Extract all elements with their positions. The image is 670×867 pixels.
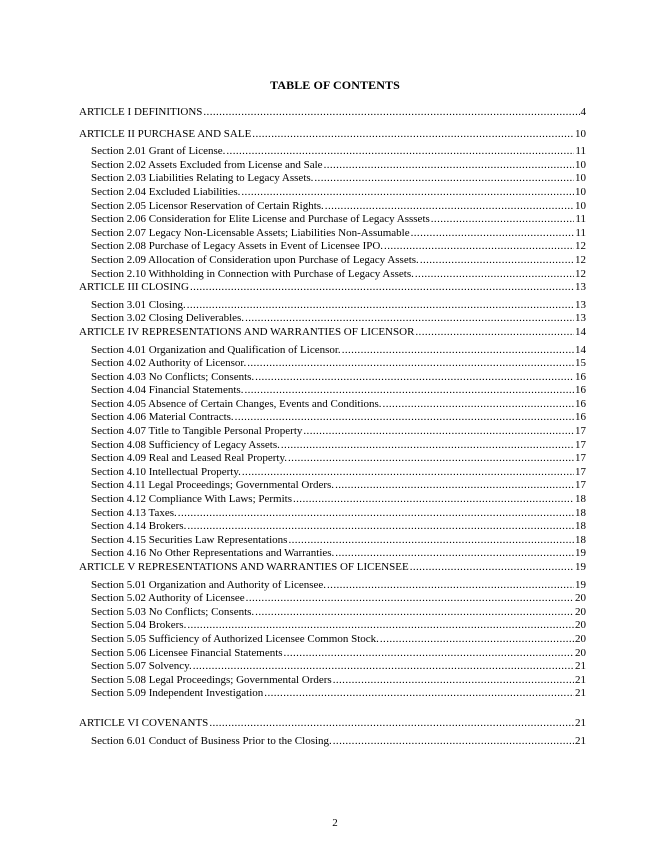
- entry-label: Section 4.12 Compliance With Laws; Permits: [91, 493, 292, 506]
- toc-article-entry[interactable]: [79, 717, 586, 731]
- table-of-contents: [79, 106, 586, 748]
- entry-label: Section 4.06 Material Contracts.: [91, 411, 234, 424]
- toc-section-entry[interactable]: [79, 384, 586, 398]
- entry-page-number: 14: [575, 325, 586, 338]
- entry-label: ARTICLE I DEFINITIONS: [79, 106, 203, 118]
- toc-section-entry[interactable]: [79, 268, 586, 282]
- toc-section-entry[interactable]: [79, 647, 586, 661]
- entry-page-number: 10: [575, 185, 586, 198]
- toc-article-entry[interactable]: [79, 128, 586, 142]
- toc-section-entry[interactable]: [79, 425, 586, 439]
- toc-section-entry[interactable]: [79, 534, 586, 548]
- entry-page-number: 13: [575, 298, 586, 311]
- entry-page-number: 17: [575, 452, 586, 465]
- toc-section-entry[interactable]: [79, 493, 586, 507]
- entry-label: Section 5.02 Authority of Licensee: [91, 592, 245, 605]
- dot-leader: [187, 619, 574, 633]
- toc-section-entry[interactable]: [79, 357, 586, 371]
- entry-label: ARTICLE II PURCHASE AND SALE: [79, 127, 252, 140]
- toc-section-entry[interactable]: [79, 227, 586, 241]
- entry-label: Section 2.03 Liabilities Relating to Legacy Assets.: [91, 172, 314, 185]
- entry-page-number: 18: [575, 520, 586, 533]
- toc-section-entry[interactable]: [79, 344, 586, 358]
- dot-leader: [410, 561, 574, 575]
- dot-leader: [288, 534, 574, 548]
- dot-leader: [203, 106, 579, 120]
- entry-page-number: 10: [575, 127, 586, 140]
- toc-section-entry[interactable]: [79, 466, 586, 480]
- entry-label: Section 4.04 Financial Statements.: [91, 384, 244, 397]
- entry-label: Section 4.15 Securities Law Representations: [91, 533, 288, 546]
- entry-label: Section 2.06 Consideration for Elite License and Purchase of Legacy Asssets: [91, 213, 430, 226]
- entry-label: Section 4.08 Sufficiency of Legacy Assets.: [91, 438, 280, 451]
- entry-page-number: 20: [575, 646, 586, 659]
- toc-section-entry[interactable]: [79, 254, 586, 268]
- entry-page-number: 20: [575, 592, 586, 605]
- entry-page-number: 19: [575, 547, 586, 560]
- entry-label: Section 5.09 Independent Investigation: [91, 687, 264, 700]
- page-title: TABLE OF CONTENTS: [270, 78, 400, 92]
- entry-page-number: 13: [575, 312, 586, 325]
- entry-label: Section 5.03 No Conflicts; Consents.: [91, 605, 255, 618]
- dot-leader: [324, 159, 574, 173]
- entry-label: Section 5.07 Solvency.: [91, 660, 192, 673]
- entry-label: Section 4.01 Organization and Qualification of Licensor.: [91, 343, 341, 356]
- entry-page-number: 11: [575, 145, 586, 158]
- toc-section-entry[interactable]: [79, 633, 586, 647]
- dot-leader: [284, 647, 574, 661]
- toc-article-entry[interactable]: [79, 106, 586, 120]
- dot-leader: [255, 606, 574, 620]
- entry-label: ARTICLE III CLOSING: [79, 281, 189, 294]
- entry-page-number: 19: [575, 578, 586, 591]
- entry-label: Section 5.04 Brokers.: [91, 619, 187, 632]
- dot-leader: [226, 145, 574, 159]
- entry-page-number: 12: [575, 253, 586, 266]
- entry-label: Section 4.13 Taxes.: [91, 506, 177, 519]
- dot-leader: [193, 660, 574, 674]
- entry-page-number: 18: [575, 533, 586, 546]
- toc-section-entry[interactable]: [79, 687, 586, 701]
- entry-page-number: 17: [575, 438, 586, 451]
- entry-label: Section 3.02 Closing Deliverables.: [91, 312, 245, 325]
- entry-page-number: 16: [575, 411, 586, 424]
- toc-section-entry[interactable]: [79, 479, 586, 493]
- dot-leader: [209, 717, 574, 731]
- entry-label: Section 2.10 Withholding in Connection with Purchase of Legacy Assets.: [91, 267, 414, 280]
- dot-leader: [420, 254, 574, 268]
- entry-label: Section 2.07 Legacy Non-Licensable Assets; Liabilities Non-Assumable: [91, 226, 410, 239]
- entry-page-number: 17: [575, 425, 586, 438]
- dot-leader: [342, 344, 574, 358]
- dot-leader: [415, 268, 574, 282]
- toc-section-entry[interactable]: [79, 735, 586, 749]
- dot-leader: [431, 213, 575, 227]
- dot-leader: [242, 466, 574, 480]
- entry-label: Section 4.14 Brokers.: [91, 520, 187, 533]
- dot-leader: [288, 452, 574, 466]
- dot-leader: [411, 227, 575, 241]
- entry-page-number: 21: [575, 673, 586, 686]
- entry-page-number: 15: [575, 357, 586, 370]
- entry-page-number: 17: [575, 465, 586, 478]
- entry-page-number: 19: [575, 561, 586, 573]
- dot-leader: [187, 520, 574, 534]
- page-number: 2: [332, 817, 338, 829]
- dot-leader: [325, 200, 574, 214]
- entry-label: Section 5.08 Legal Proceedings; Governmental Orders: [91, 673, 332, 686]
- toc-section-entry[interactable]: [79, 172, 586, 186]
- toc-article-entry[interactable]: [79, 326, 586, 340]
- dot-leader: [293, 493, 574, 507]
- dot-leader: [415, 326, 574, 340]
- dot-leader: [190, 281, 574, 295]
- toc-section-entry[interactable]: [79, 547, 586, 561]
- toc-section-entry[interactable]: [79, 592, 586, 606]
- entry-label: Section 4.10 Intellectual Property.: [91, 465, 241, 478]
- dot-leader: [244, 384, 574, 398]
- toc-section-entry[interactable]: [79, 145, 586, 159]
- dot-leader: [264, 687, 574, 701]
- dot-leader: [252, 128, 574, 142]
- entry-page-number: 12: [575, 267, 586, 280]
- toc-section-entry[interactable]: [79, 439, 586, 453]
- toc-section-entry[interactable]: [79, 398, 586, 412]
- entry-label: Section 5.05 Sufficiency of Authorized Licensee Common Stock.: [91, 632, 379, 645]
- dot-leader: [281, 439, 574, 453]
- entry-page-number: 10: [575, 158, 586, 171]
- entry-label: Section 4.11 Legal Proceedings; Governmental Orders.: [91, 479, 335, 492]
- entry-label: Section 4.05 Absence of Certain Changes, Events and Conditions.: [91, 397, 382, 410]
- toc-section-entry[interactable]: [79, 186, 586, 200]
- dot-leader: [327, 579, 574, 593]
- entry-page-number: 21: [575, 660, 586, 673]
- entry-page-number: 18: [575, 506, 586, 519]
- entry-label: Section 2.09 Allocation of Consideration upon Purchase of Legacy Assets.: [91, 253, 419, 266]
- entry-page-number: 13: [575, 281, 586, 294]
- toc-section-entry[interactable]: [79, 619, 586, 633]
- dot-leader: [335, 479, 574, 493]
- toc-article-entry[interactable]: [79, 561, 586, 575]
- entry-page-number: 4: [580, 106, 586, 118]
- toc-section-entry[interactable]: [79, 371, 586, 385]
- toc-section-entry[interactable]: [79, 660, 586, 674]
- toc-section-entry[interactable]: [79, 200, 586, 214]
- entry-page-number: 18: [575, 493, 586, 506]
- entry-label: ARTICLE IV REPRESENTATIONS AND WARRANTIES OF LICENSOR: [79, 325, 415, 338]
- dot-leader: [255, 371, 574, 385]
- entry-page-number: 11: [575, 226, 586, 239]
- entry-page-number: 11: [575, 213, 586, 226]
- entry-page-number: 21: [575, 716, 586, 729]
- dot-leader: [187, 299, 574, 313]
- entry-page-number: 17: [575, 479, 586, 492]
- entry-page-number: 12: [575, 240, 586, 253]
- entry-label: ARTICLE VI COVENANTS: [79, 716, 209, 729]
- dot-leader: [384, 240, 574, 254]
- toc-section-entry[interactable]: [79, 520, 586, 534]
- entry-page-number: 20: [575, 619, 586, 632]
- entry-page-number: 20: [575, 632, 586, 645]
- entry-page-number: 10: [575, 199, 586, 212]
- entry-page-number: 16: [575, 397, 586, 410]
- entry-label: Section 4.07 Title to Tangible Personal Property: [91, 425, 303, 438]
- dot-leader: [333, 735, 574, 749]
- dot-leader: [383, 398, 574, 412]
- entry-page-number: 10: [575, 172, 586, 185]
- toc-section-entry[interactable]: [79, 159, 586, 173]
- toc-section-entry[interactable]: [79, 507, 586, 521]
- dot-leader: [335, 547, 574, 561]
- dot-leader: [380, 633, 574, 647]
- entry-label: Section 3.01 Closing.: [91, 298, 186, 311]
- toc-section-entry[interactable]: [79, 299, 586, 313]
- entry-page-number: 16: [575, 370, 586, 383]
- toc-section-entry[interactable]: [79, 240, 586, 254]
- toc-section-entry[interactable]: [79, 579, 586, 593]
- toc-section-entry[interactable]: [79, 312, 586, 326]
- entry-page-number: 21: [575, 734, 586, 747]
- entry-page-number: 21: [575, 687, 586, 700]
- entry-label: Section 2.05 Licensor Reservation of Certain Rights.: [91, 199, 324, 212]
- entry-label: Section 5.06 Licensee Financial Statements: [91, 646, 283, 659]
- toc-article-entry[interactable]: [79, 281, 586, 295]
- entry-page-number: 16: [575, 384, 586, 397]
- toc-section-entry[interactable]: [79, 606, 586, 620]
- entry-label: Section 5.01 Organization and Authority of Licensee.: [91, 578, 327, 591]
- entry-label: ARTICLE V REPRESENTATIONS AND WARRANTIES OF LICENSEE: [79, 561, 409, 573]
- toc-section-entry[interactable]: [79, 213, 586, 227]
- entry-label: Section 2.01 Grant of License.: [91, 145, 226, 158]
- dot-leader: [235, 411, 574, 425]
- entry-label: Section 4.02 Authority of Licensor.: [91, 357, 247, 370]
- entry-page-number: 14: [575, 343, 586, 356]
- entry-label: Section 2.04 Excluded Liabilities.: [91, 185, 241, 198]
- entry-label: Section 6.01 Conduct of Business Prior to the Closing.: [91, 734, 332, 747]
- dot-leader: [247, 357, 574, 371]
- dot-leader: [246, 592, 574, 606]
- dot-leader: [333, 674, 574, 688]
- dot-leader: [303, 425, 574, 439]
- dot-leader: [245, 312, 574, 326]
- toc-section-entry[interactable]: [79, 674, 586, 688]
- toc-section-entry[interactable]: [79, 452, 586, 466]
- entry-label: Section 4.03 No Conflicts; Consents.: [91, 370, 255, 383]
- toc-section-entry[interactable]: [79, 411, 586, 425]
- entry-label: Section 2.08 Purchase of Legacy Assets in Event of Licensee IPO.: [91, 240, 384, 253]
- entry-page-number: 20: [575, 605, 586, 618]
- entry-label: Section 4.09 Real and Leased Real Property.: [91, 452, 288, 465]
- entry-label: Section 2.02 Assets Excluded from License and Sale: [91, 158, 323, 171]
- dot-leader: [314, 172, 574, 186]
- dot-leader: [241, 186, 574, 200]
- entry-label: Section 4.16 No Other Representations and Warranties.: [91, 547, 335, 560]
- dot-leader: [178, 507, 574, 521]
